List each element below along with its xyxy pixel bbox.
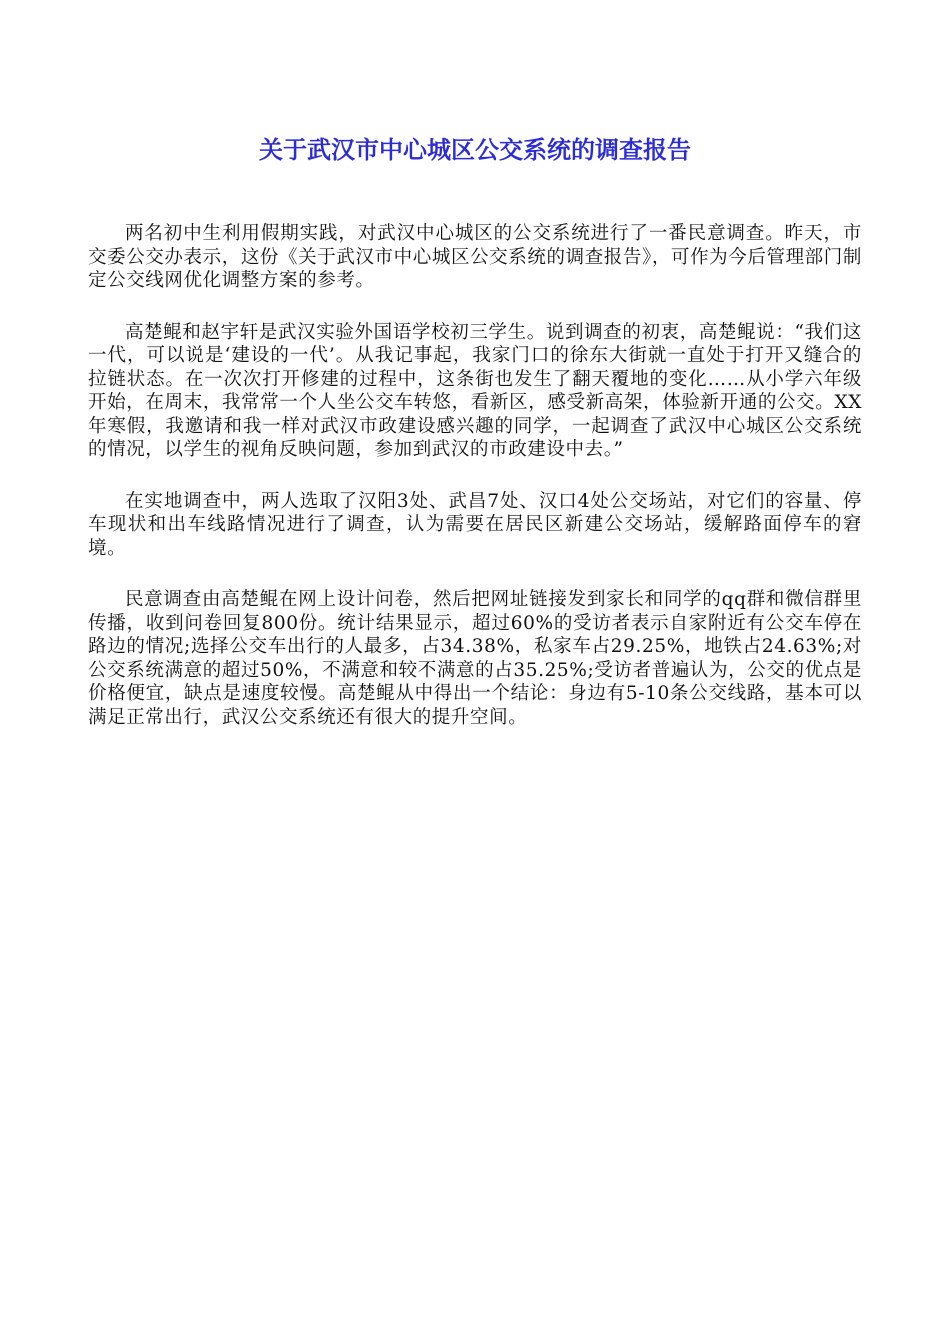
- paragraph-students: 高楚鲲和赵宇轩是武汉实验外国语学校初三学生。说到调查的初衷，高楚鲲说：“我们这一代，可以说是‘建设的一代’。从我记事起，我家门口的徐东大街就一直处于打开又缝合的拉链状态。在一次次打开修建的过程中，这条街也发生了翻天覆地的变化……从小学六年级开始，在周末，我常常一个人坐公交车转悠，看新区，感受新高架，体验新开通的公交。XX年寒假，我邀请和我一样对武汉市政建设感兴趣的同学，一起调查了武汉中心城区公交系统的情况，以学生的视角反映问题，参加到武汉的市政建设中去。”: [88, 321, 862, 460]
- document-title: 关于武汉市中心城区公交系统的调查报告: [259, 136, 691, 164]
- paragraph-field-survey: 在实地调查中，两人选取了汉阳3处、武昌7处、汉口4处公交场站，对它们的容量、停车现状和出车线路情况进行了调查，认为需要在居民区新建公交场站，缓解路面停车的窘境。: [88, 490, 862, 559]
- paragraph-intro: 两名初中生利用假期实践，对武汉中心城区的公交系统进行了一番民意调查。昨天，市交委公交办表示，这份《关于武汉市中心城区公交系统的调查报告》，可作为今后管理部门制定公交线网优化调整方案的参考。: [88, 223, 862, 291]
- document-body: [88, 222, 862, 757]
- paragraph-questionnaire: 民意调查由高楚鲲在网上设计问卷，然后把网址链接发到家长和同学的qq群和微信群里传播，收到问卷回复800份。统计结果显示，超过60%的受访者表示自家附近有公交车停在路边的情况;选择公交车出行的人最多，占34.38%，私家车占29.25%，地铁占24.63%;对公交系统满意的超过50%，不满意和较不满意的占35.25%;受访者普遍认为，公交的优点是价格便宜，缺点是速度较慢。高楚鲲从中得出一个结论：身边有5-10条公交线路，基本可以满足正常出行，武汉公交系统还有很大的提升空间。: [88, 589, 862, 728]
